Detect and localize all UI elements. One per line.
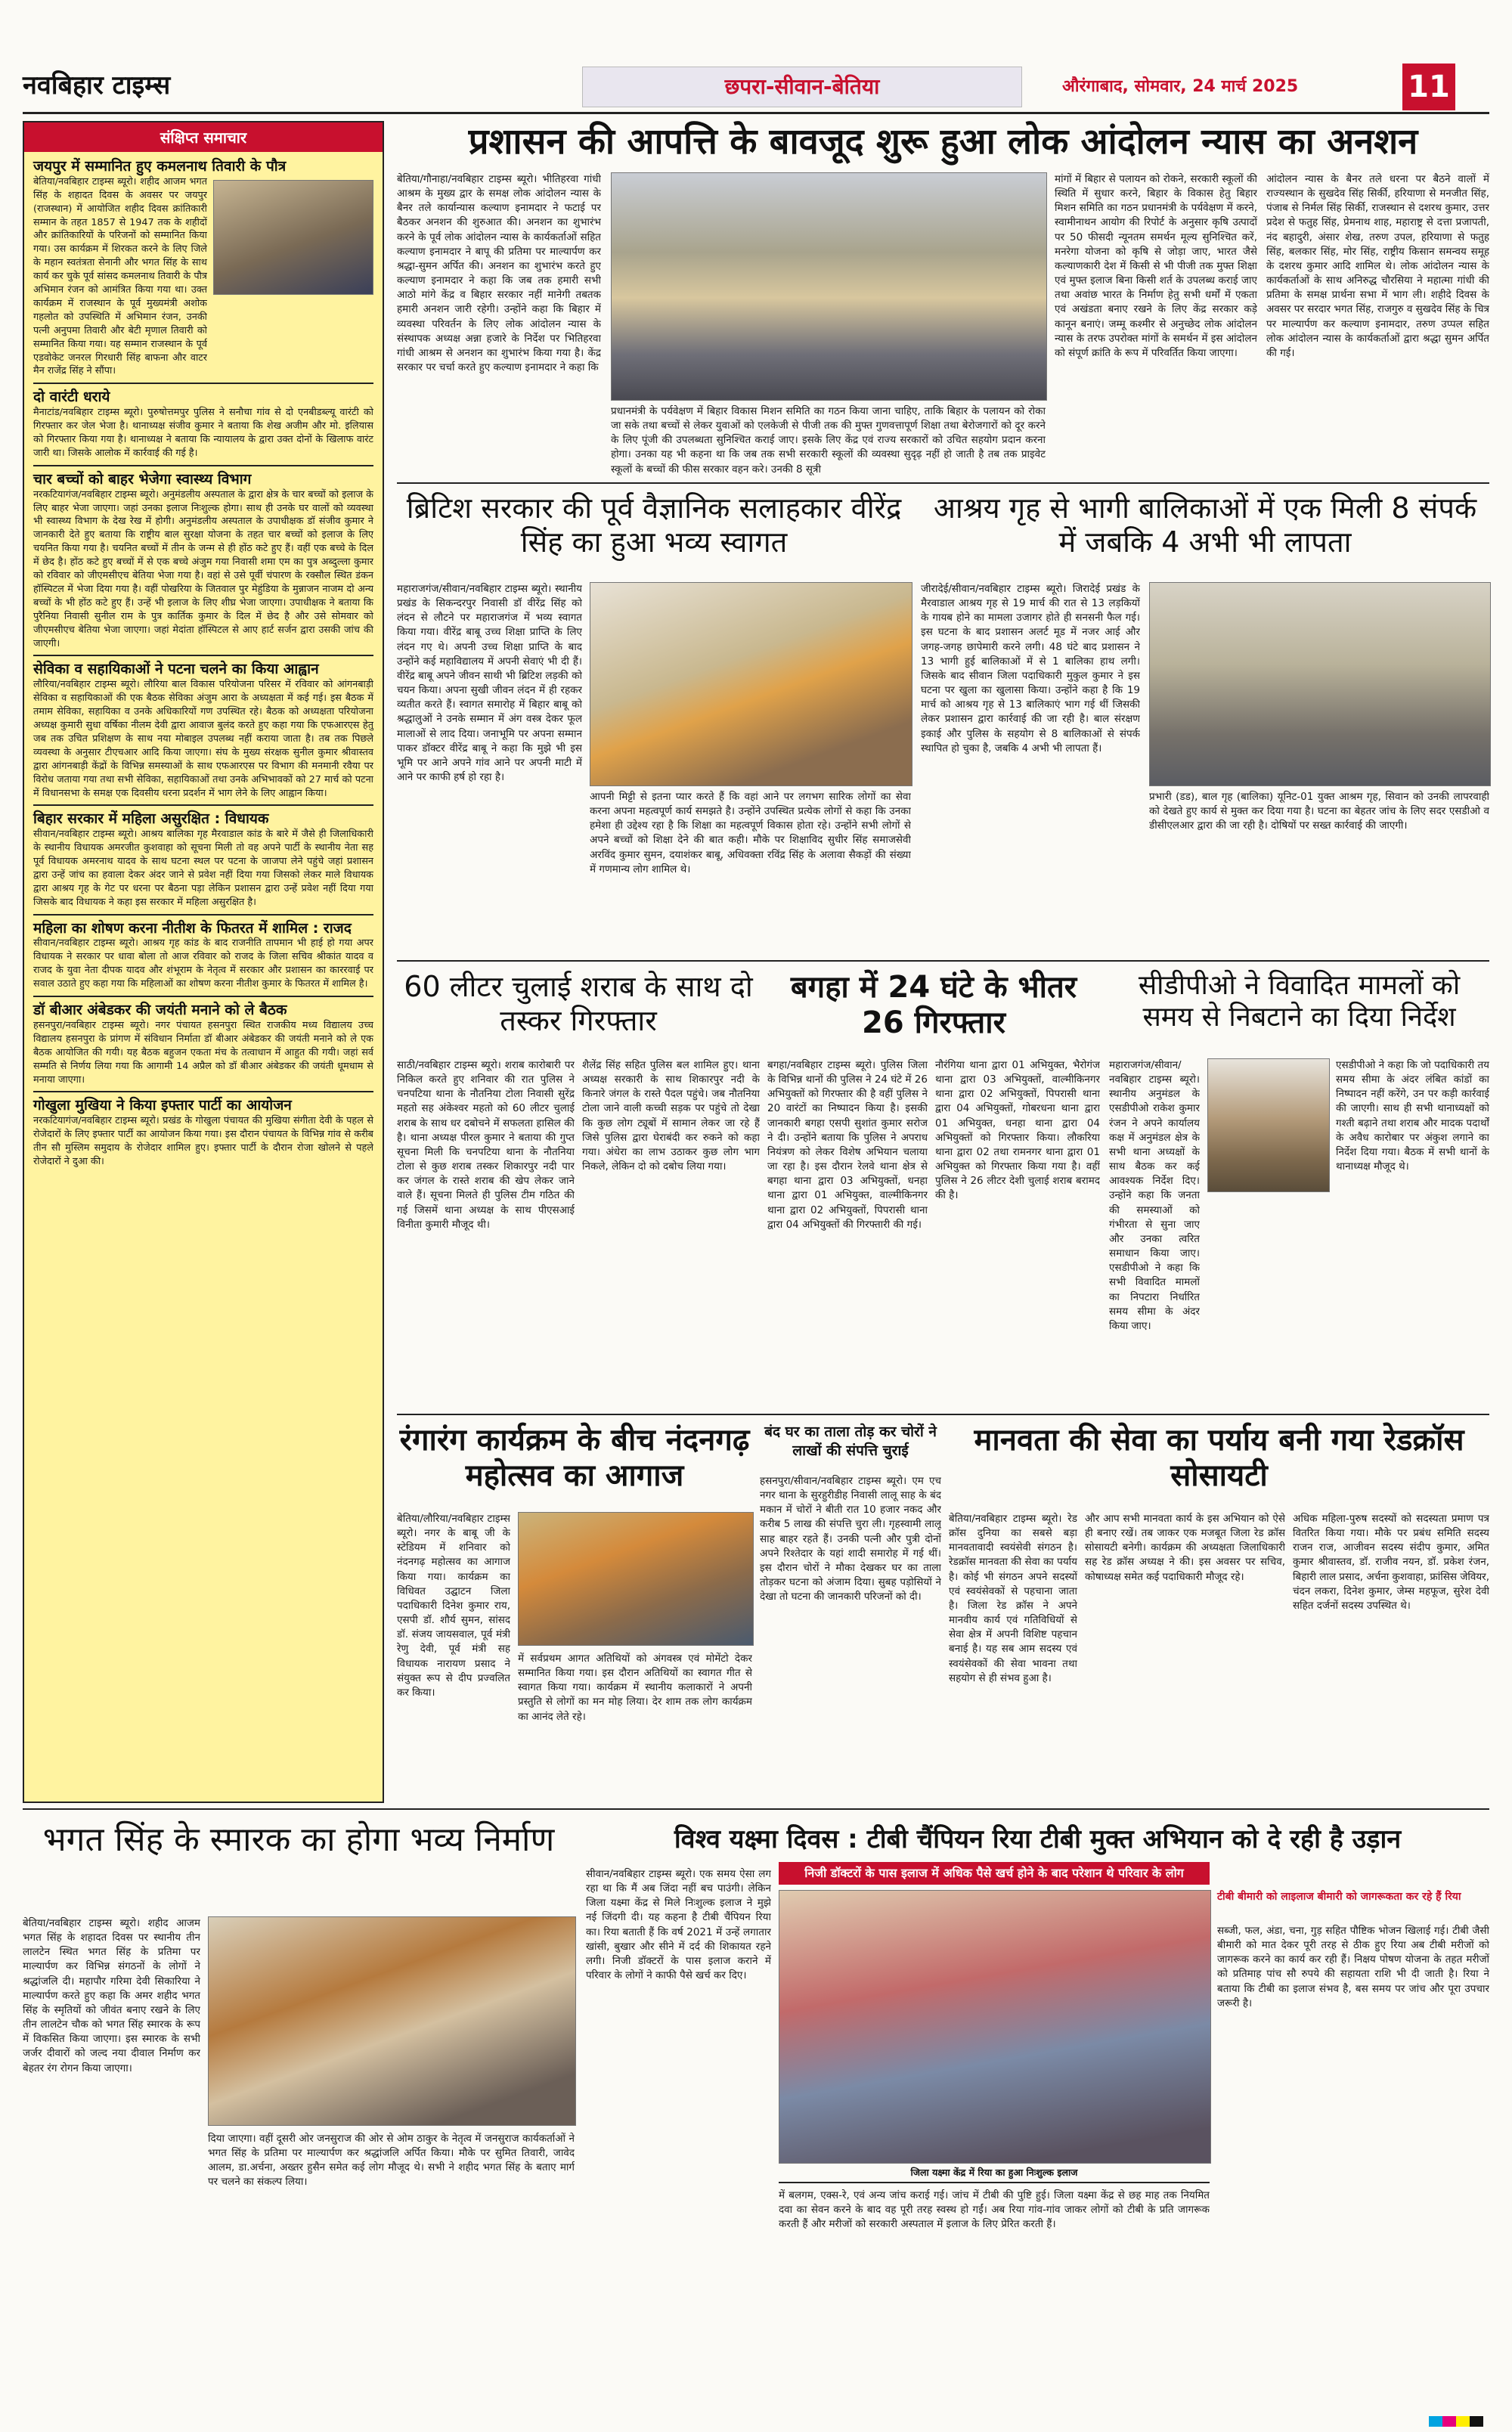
lead-photo (611, 172, 1047, 401)
section-rule (397, 960, 1489, 962)
masthead (0, 0, 1512, 113)
brief-divider (33, 1091, 373, 1092)
brief-photo (213, 180, 373, 295)
redcross-headline: मानवता की सेवा का पर्याय बनी गया रेडक्रॉस सोसायटी (974, 1423, 1464, 1494)
tb-text-2: में बलगम, एक्स-रे, एवं अन्य जांच कराई गई। जांच में टीबी की पुष्टि हुई। जिला यक्ष्मा केंद्र से छह माह तक नियमित दवा का सेवन करने के बाद वह पूरी तरह स्वस्थ हो गईं। अब रिया गांव-गांव जाकर लोगों को टीबी के प्रति जागरूक करती हैं और मरीजों को सरकारी अस्पताल में इलाज के लिए प्रेरित करती हैं। (779, 2189, 1210, 2231)
scientist-photo (590, 582, 912, 786)
section-rule (397, 482, 1489, 484)
tb-text-3: सब्जी, फल, अंडा, चना, गुड़ सहित पौष्टिक भोजन खिलाई गई। टीबी जैसी बीमारी को मात देकर पूरी तरह से ठीक हुए रिया अब टीबी मरीजों को जागरूक करने का कार्य कर रही हैं। निक्षय पोषण योजना के तहत मरीजों को प्रतिमाह पांच सौ रुपये की सहायता राशि भी दी जाती है। रिया ने बताया कि टीबी का इलाज संभव है, बस समय पर जांच और पूरा उपचार जरूरी है। (1217, 1925, 1489, 2009)
page-number: 11 (1402, 64, 1455, 110)
festival-headline: रंगारंग कार्यक्रम के बीच नंदनगढ़ महोत्सव का आगाज (399, 1423, 750, 1494)
liquor-text-2: शैलेंद्र सिंह सहित पुलिस बल शामिल हुए। थाना अध्यक्ष सरकारी के साथ शिकारपुर नदी के किनारे जंगल के रास्ते पैदल पहुंचे। जब नौतनिया टोला जाने वाली कच्ची सड़क पर पहुंचे तो देखा कि कुछ लोग ट्यूबों में सामान लेकर जा रहे हैं जिसे पुलिस द्वारा घेराबंदी कर रुकने को कहा गया। अंधेरा का लाभ उठाकर कुछ लोग भाग निकले, लेकिन दो को दबोच लिया गया। (582, 1059, 760, 1173)
lead-col-4: मांगों में बिहार से पलायन को रोकने, सरकारी स्कूलों की स्थिति में सुधार करने, बिहार के विकास हेतु बिहार मिशन समिति का गठन प्रधानमंत्री के पर्यवेक्षण में करने, स्वामीनाथन आयोग की रिपोर्ट के अनुसार कृषि उत्पादों पर 50 फीसदी न्यूनतम समर्थन मूल्य सुनिश्चित करें, मनरेगा योजना को कृषि से जोड़ा जाए, भारत जैसे कल्याणकारी देश में किसी से भी पीजी तक मुफ्त शिक्षा एवं मुफ्त इलाज बिना किसी शर्त के उपलब्ध कराई जाए तथा अवांछ भारत के निर्माण हेतु सभी धर्मों में एकता एवं अखंडता बनाए रखने के लिए केंद्र सरकार कड़े कानून बनाएं। जम्मू कश्मीर से अनुच्छेद लोक आंदोलन न्यास के तरफ उपरोक्त मांगों के समर्थन में इस आंदोलन को संपूर्ण क्रांति के रूप में परिवर्तित किया जाएगा। (1055, 173, 1257, 359)
brief-item-1 (33, 158, 373, 378)
brief-item-4 (33, 661, 373, 800)
tb-photo (779, 1890, 1211, 2164)
tb-text: सीवान/नवबिहार टाइम्स ब्यूरो। एक समय ऐसा लग रहा था कि मैं अब जिंदा नहीं बच पाउंगी। लेकिन जिला यक्ष्मा केंद्र से मिले निःशुल्क इलाज ने मुझे नई जिंदगी दी। यह कहना है टीबी चैंपियन रिया का। रिया बताती हैं कि वर्ष 2021 में उन्हें लगातार खांसी, बुखार और सीने में दर्द की शिकायत रहने लगी। निजी डॉक्टरों के पास इलाज कराने में परिवार के लोगों ने काफी पैसे खर्च कर दिए। (586, 1868, 771, 1982)
bagaha-list: नौरंगिया थाना द्वारा 01 अभियुक्त, भैरोगंज थाना द्वारा 03 अभियुक्तों, वाल्मीकिनगर थाना द्वारा 02 अभियुक्तों, पिपरासी थाना द्वारा 04 अभियुक्तों, गोबरधना थाना द्वारा 01 अभियुक्त, धनहा थाना द्वारा 04 अभियुक्तों को गिरफ्तार किया। लौकरिया थाना द्वारा 02 तथा रामनगर थाना द्वारा 01 अभियुक्त को गिरफ्तार किया गया है। वहीं पुलिस ने 26 लीटर देशी चुलाई शराब बरामद की है। (935, 1059, 1100, 1202)
brief-divider (33, 655, 373, 656)
theft-headline: बंद घर का ताला तोड़ कर चोरों ने लाखों की संपत्ति चुराई (764, 1424, 937, 1459)
brief-item-5 (33, 810, 373, 909)
brief-divider (33, 465, 373, 466)
brief-headline: सेविका व सहायिकाओं ने पटना चलने का किया आह्वान (33, 661, 319, 678)
brief-headline: जयपुर में सम्मानित हुए कमलनाथ तिवारी के पौत्र (33, 158, 287, 175)
shelter-headline: आश्रय गृह से भागी बालिकाओं में एक मिली 8 संपर्क में जबकि 4 अभी भी लापता (933, 491, 1477, 559)
shelter-caption: प्रभारी (डड), बाल गृह (बालिका) यूनिट-01 युक्त आश्रम गृह, सिवान को उनकी लापरवाही को देखते हुए कार्य से मुक्त कर दिया गया है। घटना का बेहतर जांच के लिए सदर एसडीओ व डीसीएलआर द्वारा की जा रही है। दोषियों पर सख्त कार्रवाई की जाएगी। (1149, 791, 1489, 832)
section-rule (23, 1808, 1489, 1810)
lead-headline: प्रशासन की आपत्ति के बावजूद शुरू हुआ लोक आंदोलन न्यास का अनशन (468, 121, 1418, 163)
festival-text: बेतिया/लौरिया/नवबिहार टाइम्स ब्यूरो। नगर के बाबू जी के स्टेडियम में शनिवार को नंदनगढ़ महोत्सव का आगाज किया गया। कार्यक्रम का विधिवत उद्घाटन जिला पदाधिकारी दिनेश कुमार राय, एसपी डॉ. शौर्य सुमन, सांसद डॉ. संजय जायसवाल, पूर्व मंत्री रेणु देवी, पूर्व मंत्री सह विधायक नारायण प्रसाद ने संयुक्त रूप से दीप प्रज्वलित कर किया। (397, 1513, 510, 1699)
scientist-headline: ब्रिटिश सरकार की पूर्व वैज्ञानिक सलाहकार वीरेंद्र सिंह का हुआ भव्य स्वागत (406, 491, 902, 559)
redcross-text-2: और आप सभी मानवता कार्य के इस अभियान को ऐसे ही बनाए रखें। तब जाकर एक मजबूत जिला रेड क्रॉस सोसायटी बनेगी। कार्यक्रम की अध्यक्षता जिलाधिकारी सह रेड क्रॉस अध्यक्ष ने की। इस अवसर पर सचिव, कोषाध्यक्ष समेत कई पदाधिकारी मौजूद रहे। (1085, 1513, 1285, 1583)
brief-item-8 (33, 1097, 373, 1168)
lead-col-1: बेतिया/गौनाहा/नवबिहार टाइम्स ब्यूरो। भीतिहरवा गांधी आश्रम के मुख्य द्वार के समक्ष लोक आंदोलन न्यास के बैनर तले कार्यान्यास कल्याण इनामदार ने फटाई पर बैठकर अनशन की शुरुआत की। अनशन का शुभारंभ करने के पूर्व लोक आंदोलन न्यास के कार्यकर्ताओं सहित कल्याण इनामदार ने बापू की प्रतिमा पर माल्यार्पण कर श्रद्धा-सुमन अर्पित की। अनशन का शुभारंभ करते हुए कल्याण इनामदार ने कहा कि जब तक हमारी सभी आठो मांगे केंद्र व बिहार सरकार नहीं मानेगी तबतक हमारी अनशन जारी रहेगी। उन्होंने कहा कि बिहार में व्यवस्था परिवर्तन के लिए लोक आंदोलन न्यास के संस्थापक अध्यक्ष अन्ना हजारे के निर्देश पर भितिहरवा गांधी आश्रम से अनशन का शुभारंभ किया गया है। केंद्र सरकार पर चर्चा करते हुए कल्याण इनामदार ने कहा कि (397, 173, 601, 374)
liquor-headline: 60 लीटर चुलाई शराब के साथ दो तस्कर गिरफ्तार (404, 970, 753, 1037)
brief-text: नरकटियागंज/नवबिहार टाइम्स ब्यूरो। अनुमंडलीय अस्पताल के द्वारा क्षेत्र के चार बच्चों को इलाज के लिए बाहर भेजा जाएगा। जहां उनका इलाज निःशुल्क होगा। साथ ही उनके घर वालों को व्यवस्था भी स्वास्थ्य विभाग के देख रेख में होगी। अनुमंडलीय अस्पताल के उपाधीक्षक डॉ संजीव कुमार ने जानकारी देते हुए बताया कि राष्ट्रीय बाल सुरक्षा योजना के तहत चार बच्चों को इलाज के लिए चयनित किया गया है। चयनित बच्चों में तीन के जन्म से ही होंठ कटे हुए हैं। वहीं एक बच्चे के दिल में छेद है। होंठ कटे हुए बच्चों में से एक बच्चे अंजुम गया निवासी शमा एम का पुत्र अब्दुल्ला कुमार को रविवार को जीएमसीएच बेतिया भेजा गया है। वहां से उसे पूर्वी चंपारण के रक्सौल स्थित डंकन हॉस्पिटल में भेजा दिया गया है। वहीं पोखरिया के जितवाल पुर मेहुंडिया के मुन्नाजन नाजम दो अन्य बच्चों के भी होंठ कटे हुए हैं। उन्हें भी इलाज के लिए शीघ्र भेजा जाएगा। उपाधीक्षक ने बताया कि पुरैनिया निवासी सुनील राम के पुत्र कार्तिक कुमार के दिल में छेद है और उसे सोमवार को जीएमसीएच बेतिया भेजा जाएगा। जहां मेदांता हॉस्पिटल से आए हार्ट सर्जन द्वारा उसकी जांच की जाएगी। (33, 488, 373, 649)
brief-text: लौरिया/नवबिहार टाइम्स ब्यूरो। लौरिया बाल विकास परियोजना परिसर में रविवार को आंगनबाड़ी सेविका व सहायिकाओं की एक बैठक सेविका अंजुम आरा के अध्यक्षता में कई गई। इस बैठक में तमाम सेविका, सहायिका व उनके अधिकारियों गण उपस्थित रहे। बैठक को अध्यक्षता परियोजना अध्यक्ष कुमारी सुधा वर्षिका नीलम देवी द्वारा आवाज बुलंद करते हुए कहा गया कि एफआरएस हेतु जब तक उचित प्रशिक्षण के साथ नया मोबाइल उपलब्ध नहीं कराया जाता है। तब तक पिछले व्यवस्था के अनुसार टीएचआर आदि किया जाएगा। संघ के मुख्य संरक्षक सुनील कुमार श्रीवास्तव द्वारा आंगनबाड़ी केंद्रों के विभिन्न समस्याओं के साथ एफआरएस पर विभाग की मनमानी रवैया पर विरोध जताया गया तथा सभी सेविका, सहायिकाओं तथा उनके अभिभावकों को 27 मार्च को पटना में विधानसभा के समक्ष एक दिवसीय धरना प्रदर्शन में भाग लेने के लिए आह्वान किया। (33, 679, 373, 799)
sdpo-headline: सीडीपीओ ने विवादित मामलों को समय से निबटाने का दिया निर्देश (1138, 970, 1461, 1033)
liquor-text: साठी/नवबिहार टाइम्स ब्यूरो। शराब कारोबारी पर निकिल करते हुए शनिवार की रात पुलिस ने चनपटिया थाना के नौतनिया टोला निवासी सुरेंद्र महतो सह अंकेश्वर महतो को 60 लीटर चुलाई शराब के साथ धर दबोचने में सफलता हासिल की है। थाना अध्यक्ष पीरल कुमार ने बताया की गुप्त सूचना मिली कि चनपटिया थाना के नौतनिया टोला से कुछ शराब तस्कर शिकारपुर नदी पार कर जंगल के रास्ते शराब की खेप लेकर जाने वाले हैं। सूचना मिलते ही पुलिस टीम गठित की गई जिसमें थाना अध्यक्ष के साथ पीएसआई विनीता कुमारी मौजूद थी। (397, 1059, 575, 1231)
brief-headline: चार बच्चों को बाहर भेजेगा स्वास्थ्य विभाग (33, 470, 252, 488)
brief-divider (33, 996, 373, 997)
brief-news-sidebar (23, 121, 384, 1803)
sdpo-text-2: एसडीपीओ ने कहा कि जो पदाधिकारी तय समय सीमा के अंदर लंबित कांडों का निष्पादन नहीं करेंगे, उन पर कड़ी कार्रवाई की जाएगी। साथ ही सभी थानाध्यक्षों को गश्ती बढ़ाने तथा शराब और मादक पदार्थों के अवैध कारोबार पर अंकुश लगाने का निर्देश दिया गया। बैठक में सभी थानों के थानाध्यक्ष मौजूद थे। (1336, 1059, 1489, 1173)
theft-text: हसनपुरा/सीवान/नवबिहार टाइम्स ब्यूरो। एम एच नगर थाना के सुरहुरीडीह निवासी लालू साह के बंद मकान में चोरों ने बीती रात 10 हजार नकद और करीब 5 लाख की संपत्ति चुरा ली। गृहस्वामी लालू साह बाहर रहते हैं। उनकी पत्नी और पुत्री दोनों अपने रिश्तेदार के यहां शादी समारोह में गई थीं। इस दौरान चोरों ने मौका देखकर घर का ताला तोड़कर घटना को अंजाम दिया। सुबह पड़ोसियों ने देखा तो घटना की जानकारी परिजनों को दी। (760, 1475, 941, 1603)
brief-text: सीवान/नवबिहार टाइम्स ब्यूरो। आश्रय बालिका गृह मैरवाडाल कांड के बारे में जैसे ही जिलाधिकारी के स्थानीय विधायक अमरजीत कुशवाहा को सूचना मिली तो वह अपने पार्टी के स्थानीय नेता सह पूर्व विधायक अमरनाथ यादव के साथ घटना स्थल पर पटना के जाजपा लेने पहुंचे जहां प्रशासन द्वारा उन्हें जांच का हवाला देकर अंदर जाने से प्रवेश नहीं दिया गया जिसको लेकर माले विधायक द्वारा आश्रय गृह के गेट पर धरना पर बैठना पड़ा लेकिन प्रशासन द्वारा उन्हें प्रवेश नहीं दिया गया जिसके बाद विधायक ने कहा इस सरकार में महिला असुरक्षित है। (33, 829, 373, 908)
bagaha-headline: बगहा में 24 घंटे के भीतर 26 गिरफ्तार (790, 970, 1077, 1041)
festival-text-2: में सर्वप्रथम आगत अतिथियों को अंगवस्त्र एवं मोमेंटो देकर सम्मानित किया गया। इस दौरान अतिथियों का स्वागत गीत से स्वागत किया गया। कार्यक्रम में स्थानीय कलाकारों ने अपनी प्रस्तुति से लोगों का मन मोह लिया। देर शाम तक लोग कार्यक्रम का आनंद लेते रहे। (518, 1653, 752, 1723)
sdpo-text: महाराजगंज/सीवान/नवबिहार टाइम्स ब्यूरो। स्थानीय अनुमंडल के एसडीपीओ राकेश कुमार रंजन ने अपने कार्यालय कक्ष में अनुमंडल क्षेत्र के सभी थाना अध्यक्षों के साथ बैठक कर कई आवश्यक निर्देश दिए। उन्होंने कहा कि जनता की समस्याओं को गंभीरता से सुना जाए और उनका त्वरित समाधान किया जाए। एसडीपीओ ने कहा कि सभी विवादित मामलों का निपटारा निर्धारित समय सीमा के अंदर किया जाए। (1109, 1059, 1200, 1332)
brief-text: बेतिया/नवबिहार टाइम्स ब्यूरो। शहीद आजम भगत सिंह के शहादत दिवस के अवसर पर जयपुर (राजस्थान) में आयोजित शहीद दिवस क्रांतिकारी सम्मान के तहत 1857 से 1947 तक के शहीदों और क्रांतिकारियों के परिजनों को सम्मानित किया गया। उस कार्यक्रम में शिरकत करने के लिए जिले के महान स्वतंत्रता सेनानी और भगत सिंह के साथ कार्य कर चुके पूर्व सांसद कमलनाथ तिवारी के पौत्र अभिमान रंजन को आमंत्रित किया गया था। उक्त कार्यक्रम में राजस्थान के पूर्व मुख्यमंत्री अशोक गहलोत को उपस्थिति में अभिमान रंजन, उनकी पत्नी अनुपमा तिवारी और बेटी मृणाल तिवारी को सम्मानित किया गया। यह सम्मान राजस्थान के पूर्व एडवोकेट जनरल गिरधारी सिंह बाफना और वाटर मैन राजेंद्र सिंह ने सौंपा। (33, 175, 207, 377)
dateline: औरंगाबाद, सोमवार, 24 मार्च 2025 (1062, 77, 1299, 96)
lead-caption-text: प्रधानमंत्री के पर्यवेक्षण में बिहार विकास मिशन समिति का गठन किया जाना चाहिए, ताकि बिहार के पलायन को रोका जा सके तथा बच्चों से लेकर युवाओं को एलकेजी से पीजी तक की मुफ्त गुणवत्तापूर्ण शिक्षा तथा बेरोजगारों को दूर करने के लिए पूंजी की उपलब्धता सुनिश्चित कराई जाए। इसके लिए केंद्र एवं राज्य सरकारों को उचित सहयोग प्रदान करना होगा। उनका यह भी कहना था कि जब तक सभी सरकारी स्कूलों की व्यवस्था सुदृढ़ नहीं हो जाती है तब तक प्राइवेट स्कूलों के बच्चों की फीस सरकार वहन करे। उनकी 8 सूत्री (611, 405, 1046, 476)
brief-divider (33, 914, 373, 915)
brief-text: सीवान/नवबिहार टाइम्स ब्यूरो। आश्रय गृह कांड के बाद राजनीति तापमान भी हाई हो गया अपर विधायक ने सरकार पर धावा बोला तो आज रविवार को राजद के जिला सचिव श्रीकांत यादव व राजद के युवा नेता दीपक यादव और शंभूराम के नेतृत्व में सरकार और प्रशासन का काररवाई पर सवाल उठाते हुए कहा गया कि महिलाओं का शोषण करना नीतीश कुमार के फितरत में शामिल है। (33, 937, 373, 990)
festival-photo (518, 1512, 754, 1646)
redcross-text: बेतिया/नवबिहार टाइम्स ब्यूरो। रेड क्रॉस दुनिया का सबसे बड़ा मानवतावादी स्वयंसेवी संगठन है। रेडक्रॉस मानवता की सेवा का पर्याय है। कोई भी संगठन अपने सदस्यों एवं स्वयंसेवकों से पहचाना जाता है। जिला रेड क्रॉस ने अपने मानवीय कार्य एवं गतिविधियों से सेवा क्षेत्र में अपनी विशिष्ट पहचान बनाई है। यह सब आम सदस्य एवं स्वयंसेवकों की सेवा भावना तथा सहयोग से ही संभव हुआ है। (949, 1513, 1077, 1684)
section-banner (582, 67, 1022, 107)
bagaha-text: बगहा/नवबिहार टाइम्स ब्यूरो। पुलिस जिला के विभिन्न थानों की पुलिस ने 24 घंटे में 26 अभियुक्तों को गिरफ्तार की है वहीं पुलिस ने 20 वारंटों का निष्पादन किया है। इसकी जानकारी बगहा एसपी सुशांत कुमार सरोज ने दी। उन्होंने बताया कि पुलिस ने अपराध नियंत्रण को लेकर विशेष अभियान चलाया जा रहा है। इस दौरान रेलवे थाना क्षेत्र से बगहा थाना द्वारा 03 अभियुक्तों, धनहा थाना द्वारा 01 अभियुक्त, वाल्मीकिनगर थाना द्वारा 02 अभियुक्तों, पिपरासी थाना द्वारा 04 अभियुक्तों की गिरफ्तारी की गई। (767, 1059, 928, 1231)
brief-headline: गोखुला मुखिया ने किया इफ्तार पार्टी का आयोजन (33, 1097, 292, 1114)
brief-item-6 (33, 920, 373, 991)
redcross-text-3: अधिक महिला-पुरुष सदस्यों को सदस्यता प्रमाण पत्र वितरित किया गया। मौके पर प्रबंध समिति सदस्य राजन राज, आजीवन सदस्य संदीप कुमार, अमित कुमार श्रीवास्तव, डॉ. राजीव नयन, डॉ. प्रकेश रंजन, बिहारी लाल प्रसाद, अर्चना कुशवाहा, फ्रांसिस जेवियर, चंदन लकरा, दिनेश कुमार, जेम्स महफूज, सुरेश देवी सहित दर्जनों सदस्य उपस्थित थे। (1293, 1513, 1489, 1612)
bhagat-text: बेतिया/नवबिहार टाइम्स ब्यूरो। शहीद आजम भगत सिंह के शहादत दिवस पर स्थानीय तीन लालटेन स्थित भगत सिंह के प्रतिमा पर माल्यार्पण कर विभिन्न संगठनों के लोगों ने श्रद्धांजलि दी। महापौर गरिमा देवी सिकारिया ने माल्यार्पण करते हुए कहा कि अमर शहीद भगत सिंह के स्मृतियों को जीवंत बनाए रखने के लिए तीन लालटेन चौक को भगत सिंह स्मारक के रूप में विकसित किया जाएगा। इस स्मारक के सभी जर्जर दीवारों को जल्द नया दीवाल निर्माण कर बेहतर रंग रोगन किया जाएगा। (23, 1917, 200, 2074)
brief-headline: दो वारंटी धराये (33, 389, 110, 406)
sdpo-photo (1207, 1058, 1330, 1192)
masthead-rule (23, 112, 1489, 114)
brief-text: नरकटियागंज/नवबिहार टाइम्स ब्यूरो। प्रखंड के गोखुला पंचायत की मुखिया संगीता देवी के पहल से रोजेदारों के लिए इफ्तार पार्टी का आयोजन किया गया। इस दौरान पंचायत के विभिन्न गांव से करीब तीन सौ मुस्लिम समुदाय के रोजेदार शामिल हुए। इफ्तार पार्टी के दौरान रोजा खोलने से पहले रोजेदारों ने दुआ की। (33, 1115, 373, 1167)
paper-name: नवबिहार टाइम्स (23, 70, 171, 101)
bhagat-photo (208, 1916, 576, 2126)
brief-divider (33, 804, 373, 806)
cmyk-marks (1429, 2415, 1489, 2427)
lead-col-5: आंदोलन न्यास के बैनर तले धरना पर बैठने वालों में राज्यस्थान के सुखदेव सिंह सिर्की, हरियाणा से मनजीत सिंह, पंजाब से निर्मल सिंह सिर्की, राजस्थान से दशरथ कुमार, उत्तर प्रदेश से फतुह सिंह, प्रेमनाथ शाह, महाराष्ट्र से दत्ता प्रजापती, नंद बहादुरी, अंसार शेख, तरुण उपल, हरियाणा से फतुह सिंह, बलकार सिंह, मोर सिंह, राष्ट्रीय किसान समन्वय समूह के दशरथ कुमार आदि शामिल थे। लोक आंदोलन न्यास के कार्यकर्ताओं के साथ अनिरुद्ध चौरसिया ने महात्मा गांधी की प्रतिमा के समक्ष प्रार्थना सभा में भाग ली। शहीदे दिवस के अवसर पर सरदार भगत सिंह, राजगुरु व सुखदेव सिंह के चित्र पर माल्यार्पण कर कल्याण इनामदार, तरुण उप्पल सहित लोक आंदोलन न्यास के कार्यकर्ताओं द्वारा श्रद्धा सुमन अर्पित की गई। (1266, 173, 1489, 359)
brief-news-label: संक्षिप्त समाचार (24, 122, 383, 152)
brief-headline: महिला का शोषण करना नीतीश के फितरत में शामिल : राजद (33, 919, 352, 937)
bhagat-text-2: दिया जाएगा। वहीं दूसरी ओर जनसुराज की ओर से ओम ठाकुर के नेतृत्व में जनसुराज कार्यकर्ताओं ने भगत सिंह के प्रतिमा पर माल्यार्पण कर श्रद्धांजलि अर्पित किया। मौके पर सुमित तिवारी, जावेद आलम, डा.अर्चना, अख्तर हुसैन समेत कई लोग मौजूद थे। सभी ने शहीद भगत सिंह के बताए मार्ग पर चलने का संकल्प लिया। (208, 2133, 575, 2189)
bhagat-headline: भगत सिंह के स्मारक का होगा भव्य निर्माण (42, 1820, 555, 1859)
brief-text: हसनपुरा/नवबिहार टाइम्स ब्यूरो। नगर पंचायत हसनपुरा स्थित राजकीय मध्य विद्यालय उच्च विद्यालय हसनपुरा के प्रांगण में संविधान निर्माता डॉ बीआर अंबेडकर की जयंती मनाने को ले एक बैठक आयोजित की गयी। यह बैठक बहुजन एकता मंच के तत्वाधान में आहुत की गयी। जहां सर्व सम्मति से निर्णय लिया गया कि आगामी 14 अप्रैल को डॉ बीआर अंबेडकर की जयंती धूमधाम से मनाया जाएगा। (33, 1019, 373, 1086)
scientist-text: महाराजगंज/सीवान/नवबिहार टाइम्स ब्यूरो। स्थानीय प्रखंड के सिकन्दरपुर निवासी डॉ वीरेंद्र सिंह को लंदन से लौटने पर महाराजगंज में भव्य स्वागत किया गया। वीरेंद्र बाबू उच्च शिक्षा प्राप्ति के लिए लंदन गए थे। अपनी उच्च शिक्षा प्राप्ति के बाद उन्होंने कई महाविद्यालय में अपनी सेवाएं भी दी हैं। वीरेंद्र बाबू अपने जीवन साथी भी ब्रिटिश लड़की को चयन किया। अपना सुखी जीवन लंदन में ही रहकर व्यतीत करते हैं। स्वागत समारोह में बिहार बाबू को श्रद्धालुओं ने उनके सम्मान में अंग वस्त्र देकर फूल मालाओं से लाद दिया। जनाभूमि पर अपना सम्मान पाकर डॉक्टर वीरेंद्र बाबू ने कहा कि मुझे भी इस भूमि पर आने अपने गांव आने पर अपनी माटी में आने पर काफी हर्ष हो रहा है। (397, 583, 582, 784)
tb-headline (586, 1820, 1489, 1855)
section-title: छपरा-सीवान-बेतिया (724, 74, 880, 99)
brief-divider (33, 383, 373, 384)
brief-item-2 (33, 389, 373, 460)
section-rule (397, 1414, 1489, 1415)
shelter-text: जीरादेई/सीवान/नवबिहार टाइम्स ब्यूरो। जिरादेई प्रखंड के मैरवाडाल आश्रय गृह से 19 मार्च की रात से 13 लड़कियों के गायब होने का मामला उजागर होते ही सनसनी फैल गई। इस घटना के बाद प्रशासन अलर्ट मूड में नजर आई और जगह-जगह छापेमारी करने लगी। 48 घंटे बाद प्रशासन ने 13 भागी हुई बालिकाओं में से 1 बालिका हाथ लगी। जिसके बाद सीवान जिला पदाधिकारी मुकुल कुमार ने इस घटना पर खुला का खुलासा किया। उन्होंने कहा है कि 19 मार्च को आश्रय गृह से 13 बालिकाएं भाग गई थीं जिसकी लेकर प्रशासन द्वारा कार्रवाई की जा रही है। बाल संरक्षण इकाई और पुलिस के सहयोग से 8 बालिकाओं से संपर्क स्थापित हो चुका है, जबकि 4 अभी भी लापता हैं। (921, 583, 1140, 754)
tb-headline-text: विश्व यक्ष्मा दिवस : टीबी चैंपियन रिया टीबी मुक्त अभियान को दे रही है उड़ान (674, 1824, 1402, 1854)
brief-item-3 (33, 471, 373, 651)
tb-photo-caption: जिला यक्ष्मा केंद्र में रिया का हुआ निःशुल्क इलाज (779, 2167, 1210, 2183)
tb-subhead-2: टीबी बीमारी को लाइलाज बीमारी को जागरूकता कर रहे हैं रिया (1217, 1891, 1461, 1903)
brief-text: मैनाटांड/नवबिहार टाइम्स ब्यूरो। पुरुषोत्तमपुर पुलिस ने सनौचा गांव से दो एनबीडब्ल्यू वारंटी को गिरफ्तार कर जेल भेजा है। थानाध्यक्ष संजीव कुमार ने बताया कि शेख अजीम और मो. इलियास को गिरफ्तार किया गया है। थानाध्यक्ष ने बताया कि न्यायालय के द्वारा उक्त दोनों के खिलाफ वारंट जारी था। जिसके आलोक में कार्रवाई की गई है। (33, 407, 373, 459)
brief-item-7 (33, 1002, 373, 1086)
scientist-text-2: आपनी मिट्टी से इतना प्यार करते हैं कि वहां आने पर लगभग सारिक लोगों का सेवा करना अपना महत्वपूर्ण कार्य समझते है। उन्होंने उपस्थित प्रत्येक लोगों से कहा कि उनका हमेशा ही उद्देश्य रहा है कि शिक्षा का महत्वपूर्ण विकास होता रहे। उन्होंने सभी लोगों से अपने बच्चों को शिक्षा देने की बात कही। मौके पर शिक्षाविद सुधीर सिंह समाजसेवी अरविंद कुमार सुमन, दयाशंकर बाबू, अधिवक्ता रविंद्र सिंह के अलावा सैकड़ों की संख्या में गणमान्य लोग शामिल थे। (590, 791, 911, 875)
tb-subhead: निजी डॉक्टरों के पास इलाज में अधिक पैसे खर्च होने के बाद परेशान थे परिवार के लोग (779, 1862, 1210, 1885)
shelter-photo (1149, 582, 1491, 786)
brief-headline: बिहार सरकार में महिला असुरक्षित : विधायक (33, 810, 269, 828)
brief-headline: डॉ बीआर अंबेडकर की जयंती मनाने को ले बैठक (33, 1002, 287, 1019)
